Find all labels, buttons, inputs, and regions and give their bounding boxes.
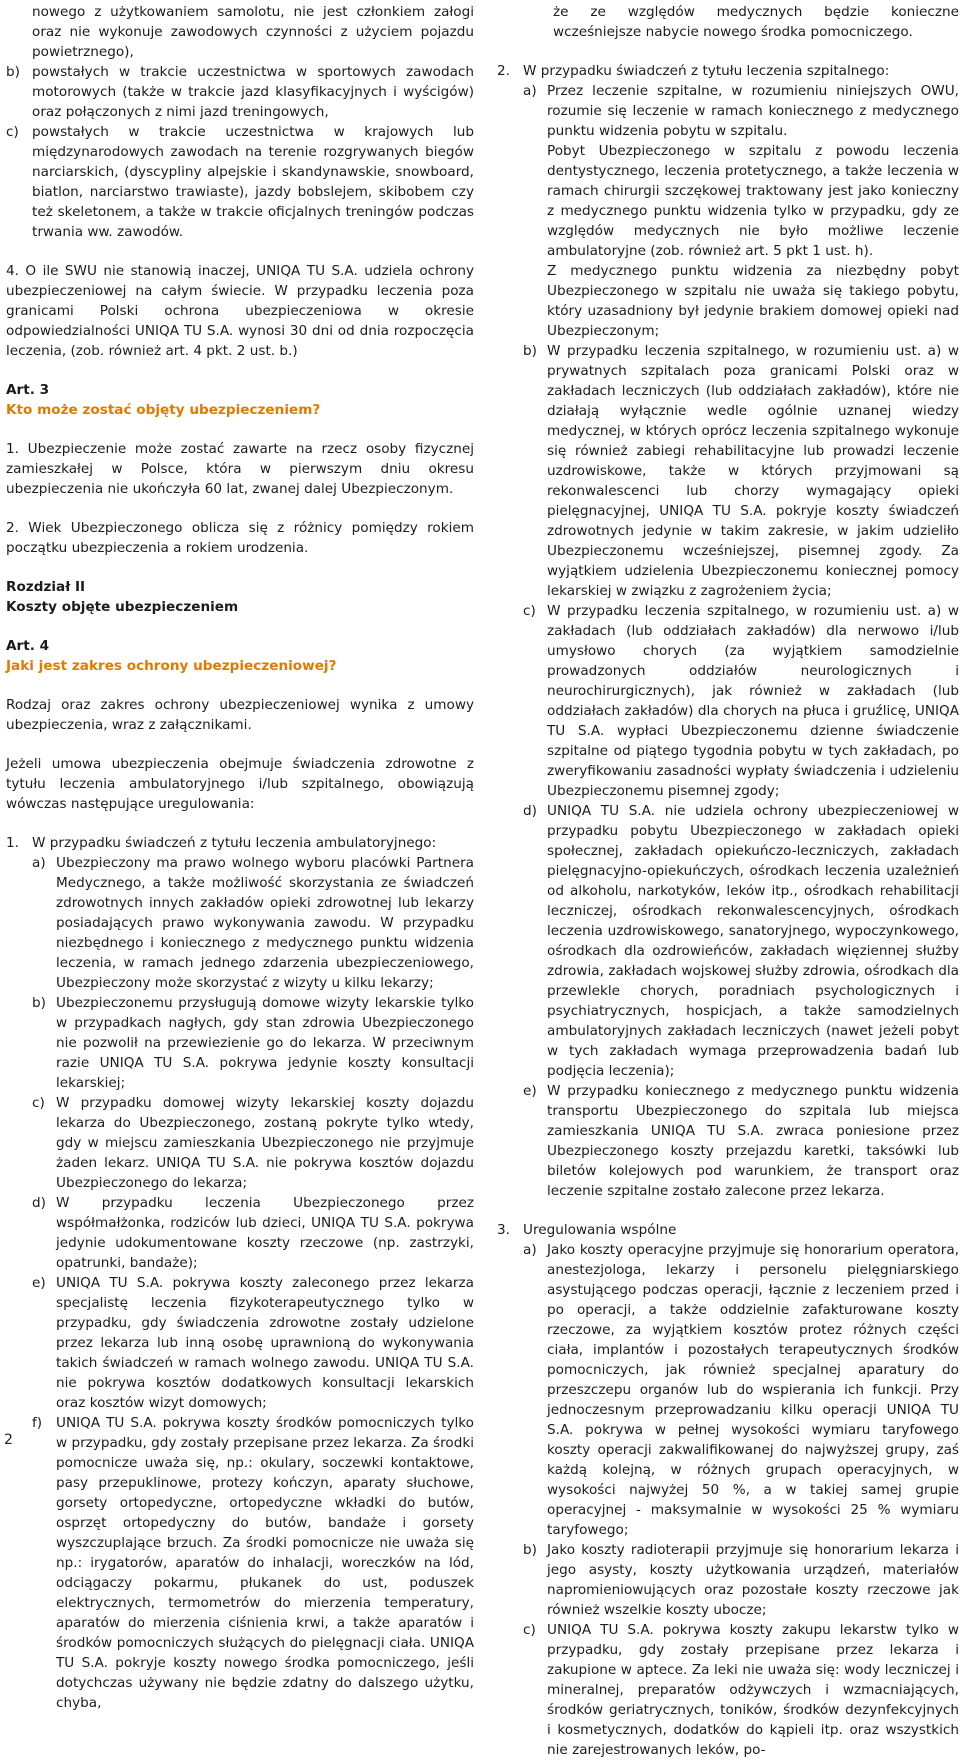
list-item <box>32 1413 474 1713</box>
art3-title: Kto może zostać objęty ubezpieczeniem? <box>6 402 321 418</box>
list-item-c <box>6 122 474 242</box>
section-1-list <box>6 853 474 1713</box>
list-item <box>523 601 959 801</box>
item-text: W przypadku leczenia szpitalnego, w rozumieniu ust. a) w prywatnych szpitalach poza granicami Polski oraz w zakładach leczniczych (lub oddziałach zakładów), które nie działają wyłącznie wedle ogólnie uznanej wiedzy medycznej, w których oprócz leczenia szpitalnego wykonuje się również zabiegi rehabilitacyjne lub prowadzi leczenie uzdrowiskowe, także w których przyjmowani są rekonwalescenci lub chorzy wymagający opieki pielęgnacyjnej, UNIQA TU S.A. pokryje koszty świadczeń zdrowotnych jedynie w takim zakresie, w jakim udzieliło Ubezpieczonemu wcześniejszej, pisemnej zgody. Za wyjątkiem udzielenia Ubezpieczonemu koniecznej pomocy lekarskiej w związku z zagrożeniem życia; <box>547 343 959 599</box>
item-label: f) <box>32 1415 43 1431</box>
continuation-text: że ze względów medycznych będzie konieczne wcześniejsze nabycie nowego środka pomocniczego. <box>553 4 959 40</box>
point-4: 4. O ile SWU nie stanowią inaczej, UNIQA TU S.A. udziela ochrony ubezpieczeniowej na całym świecie. W przypadku leczenia poza granicami Polski ochrona ubezpieczeniowa w okresie odpowiedzialności UNIQA TU S.A. wynosi 30 dni od dnia rozpoczęcia leczenia, (zob. również art. 4 pkt. 2 ust. b.) <box>6 263 474 359</box>
item-text: UNIQA TU S.A. pokrywa koszty środków pomocniczych tylko w przypadku, gdy zostały przepisane przez lekarza. Za środki pomocnicze uważa się, np.: okulary, soczewki kontaktowe, pasy przepuklinowe, protezy kończyn, aparaty słuchowe, gorsety ortopedyczne, ortopedyczne wkładki do butów, osprzęt ortopedyczny do butów, bandaże i gorsety wyszczuplające brzuch. Za środki pomocnicze nie uważa się np.: irygatorów, aparatów do inhalacji, woreczków na lód, odciągaczy pokarmu, płukanek do ust, poduszek elektrycznych, termometrów do mierzenia temperatury, aparatów do mierzenia ciśnienia krwi, a także aparatów i środków pomocniczych służących do pielęgnacji ciała. UNIQA TU S.A. pokryje koszty nowego środka pomocniczego, jeśli dotychczas używany nie będzie zdatny do dalszego użytku, chyba, <box>56 1415 474 1711</box>
item-label: b) <box>32 995 46 1011</box>
section-1-heading <box>6 833 474 853</box>
item-text: W przypadku domowej wizyty lekarskiej koszty dojazdu lekarza do Ubezpieczonego, zostaną pokryte tylko wtedy, gdy w miejscu zamieszkania Ubezpieczonego nie przyjmuje żaden lekarz. UNIQA TU S.A. nie pokrywa kosztów dojazdu Ubezpieczonego do lekarza; <box>56 1095 474 1191</box>
left-column <box>6 2 474 1713</box>
section-title: Uregulowania wspólne <box>523 1222 677 1238</box>
section-title: W przypadku świadczeń z tytułu leczenia ambulatoryjnego: <box>32 835 437 851</box>
list-item <box>523 81 959 141</box>
item-label: a) <box>523 1242 537 1258</box>
item-text: W przypadku leczenia Ubezpieczonego przez współmałżonka, rodziców lub dzieci, UNIQA TU S.A. pokrywa jedynie udokumentowane koszty rzeczowe (np. zastrzyki, opatrunki, bandaże); <box>56 1195 474 1271</box>
item-label: e) <box>523 1083 537 1099</box>
section-2-list <box>497 81 959 1201</box>
item-text: powstałych w trakcie uczestnictwa w sportowych zawodach motorowych (także w trakcie jazd klasyfikacyjnych i wyścigów) oraz połączonych z nimi jazd treningowych, <box>32 64 474 120</box>
art3-paragraph-2: 2. Wiek Ubezpieczonego oblicza się z różnicy pomiędzy rokiem początku ubezpieczenia a rokiem urodzenia. <box>6 520 474 556</box>
list-item-b <box>6 62 474 122</box>
art4-paragraph-2: Jeżeli umowa ubezpieczenia obejmuje świadczenia zdrowotne z tytułu leczenia ambulatoryjnego i/lub szpitalnego, obowiązują wówczas następujące uregulowania: <box>6 756 474 812</box>
item-text: powstałych w trakcie uczestnictwa w krajowych lub międzynarodowych zawodach na terenie rozgrywanych biegów narciarskich, (dyscypliny alpejskie i skandynawskie, snowboard, biatlon, narciarstwo trawiaste), jazdy bobslejem, skibobem czy też skeletonem, a także w trakcie oficjalnych treningów podczas trwania ww. zawodów. <box>32 124 474 240</box>
item-text: UNIQA TU S.A. pokrywa koszty zaleconego przez lekarza specjalistę leczenia fizykoterapeutycznego tylko w przypadku, gdy świadczenia zdrowotne zostały udzielone przez lekarza lub inną osobę uprawnioną do wykonywania takich świadczeń w ramach wolnego zawodu. UNIQA TU S.A. nie pokrywa kosztów dodatkowych konsultacji lekarskich oraz kosztów wizyt domowych; <box>56 1275 474 1411</box>
list-item <box>32 1093 474 1193</box>
intro-continuation: nowego z użytkowaniem samolotu, nie jest członkiem załogi oraz nie wykonuje zawodowych czynności z użyciem pojazdu powietrznego), <box>32 4 474 60</box>
item-label: b) <box>523 343 537 359</box>
list-item <box>32 1273 474 1413</box>
list-item <box>32 993 474 1093</box>
section-number: 1. <box>6 835 19 851</box>
list-item <box>523 801 959 1081</box>
item-text: Jako koszty radioterapii przyjmuje się honorarium lekarza i jego asysty, koszty użytkowania urządzeń, materiałów napromieniowujących oraz pozostałe koszty rzeczowe jak również wszelkie koszty ubocze; <box>547 1542 959 1618</box>
art4-title: Jaki jest zakres ochrony ubezpieczeniowej? <box>6 658 337 674</box>
list-item <box>523 1240 959 1540</box>
item-text: Ubezpieczony ma prawo wolnego wyboru placówki Partnera Medycznego, a także możliwość skorzystania ze świadczeń zdrowotnych innych zakładów opieki zdrowotnej lub lekarzy posiadających prawo wykonywania zawodu. W przypadku niezbędnego i koniecznego z medycznego punktu widzenia leczenia, w ramach jednego zdarzenia ubezpieczeniowego, Ubezpieczony może skorzystać z wizyty u kilku lekarzy; <box>56 855 474 991</box>
list-item <box>32 1193 474 1273</box>
item-text: W przypadku koniecznego z medycznego punktu widzenia transportu Ubezpieczonego do szpitala lub miejsca zamieszkania UNIQA TU S.A. zwraca poniesione przez Ubezpieczonego koszty przejazdu karetki, taksówki lub biletów kolejowych pod warunkiem, że transport oraz leczenie szpitalne zostało zalecone przez lekarza. <box>547 1083 959 1199</box>
item-label: e) <box>32 1275 46 1291</box>
chapter-label: Rozdział II <box>6 579 86 595</box>
page-number: 2 <box>4 1432 13 1448</box>
item-label: c) <box>523 603 536 619</box>
item-label: b) <box>6 64 20 80</box>
section-number: 2. <box>497 63 510 79</box>
right-column <box>497 2 959 1760</box>
item-text: UNIQA TU S.A. nie udziela ochrony ubezpieczeniowej w przypadku pobytu Ubezpieczonego w zakładach opieki społecznej, zakładach opiekuńczo-leczniczych, zakładach pielęgnacyjno-opiekuńczych, ośrodkach leczenia uzależnień od alkoholu, narkotyków, leków itp., ośrodkach rehabilitacji leczniczej, ośrodkach rekonwalescencyjnych, ośrodkach leczenia uzdrowiskowego, sanatoryjnego, wypoczynkowego, ośrodkach dla ozdrowieńców, zakładach więziennej służby zdrowia, zakładach wojskowej służby zdrowia, ośrodkach dla przewlekle chorych, poradniach psychologicznych i psychiatrycznych, hospicjach, a także samodzielnych ambulatoryjnych zakładach leczniczych (nawet jeżeli pobyt w tych zakładach wymaga przeprowadzenia badań lub podjęcia leczenia); <box>547 803 959 1079</box>
section-number: 3. <box>497 1222 510 1238</box>
list-item <box>523 1081 959 1201</box>
chapter-title: Koszty objęte ubezpieczeniem <box>6 599 239 615</box>
section-title: W przypadku świadczeń z tytułu leczenia szpitalnego: <box>523 63 890 79</box>
item-a-paragraph-2: Pobyt Ubezpieczonego w szpitalu z powodu leczenia dentystycznego, leczenia protetycznego, a także leczenia w ramach chirurgii szczękowej traktowany jest jako konieczny z medycznego punktu widzenia tylko w przypadku, gdy ze względów medycznych nie było możliwe leczenie ambulatoryjne (zob. również art. 5 pkt 1 ust. h). <box>547 143 959 259</box>
item-text: W przypadku leczenia szpitalnego, w rozumieniu ust. a) w zakładach (lub oddziałach zakładów) dla nerwowo i/lub umysłowo chorych (za wyjątkiem samodzielnie prowadzonych oddziałów neurologicznych i neurochirurgicznych), jak również w zakładach (lub oddziałach zakładów) dla chorych na płuca i gruźlicę, UNIQA TU S.A. wypłaci Ubezpieczonemu dzienne świadczenie szpitalne od piątego tygodnia pobytu w tych zakładach, po zweryfikowaniu zasadności wypłaty świadczenia i udzieleniu Ubezpieczonemu pisemnej zgody; <box>547 603 959 799</box>
item-label: a) <box>523 83 537 99</box>
item-label: c) <box>523 1622 536 1638</box>
item-label: d) <box>523 803 537 819</box>
list-item <box>32 853 474 993</box>
item-label: b) <box>523 1542 537 1558</box>
art4-label: Art. 4 <box>6 638 50 654</box>
item-label: c) <box>32 1095 45 1111</box>
section-3-heading <box>497 1220 959 1240</box>
item-a-paragraph-3: Z medycznego punktu widzenia za niezbędny pobyt Ubezpieczonego w szpitalu nie uważa się takiego pobytu, który uzasadniony był jedynie brakiem domowej opieki nad Ubezpieczonym; <box>547 263 959 339</box>
item-text: Ubezpieczonemu przysługują domowe wizyty lekarskie tylko w przypadkach nagłych, gdy stan zdrowia Ubezpieczonego nie pozwolił na przewiezienie go do lekarza. W przeciwnym razie UNIQA TU S.A. pokrywa jedynie koszty konsultacji lekarskiej; <box>56 995 474 1091</box>
item-label: d) <box>32 1195 46 1211</box>
item-text: Przez leczenie szpitalne, w rozumieniu niniejszych OWU, rozumie się leczenie w ramach koniecznego z medycznego punktu widzenia pobytu w szpitalu. <box>547 83 959 139</box>
list-item <box>523 1620 959 1760</box>
list-item <box>523 341 959 601</box>
item-label: a) <box>32 855 46 871</box>
item-text: UNIQA TU S.A. pokrywa koszty zakupu lekarstw tylko w przypadku, gdy zostały przepisane przez lekarza i zakupione w aptece. Za leki nie uważa się: wody leczniczej i mineralnej, preparatów odżywczych i wzmacniających, środków geriatrycznych, toników, środków dezynfekcyjnych i kosmetycznych, dodatków do kąpieli itp. oraz wszystkich nie zarejestrowanych leków, po- <box>547 1622 959 1758</box>
item-label: c) <box>6 124 19 140</box>
item-text: Jako koszty operacyjne przyjmuje się honorarium operatora, anestezjologa, lekarzy i personelu pielęgniarskiego asystującego podczas operacji, łącznie z leczeniem przed i po operacji, a także oddzielnie zafakturowane koszty rzeczowe, za wyjątkiem kosztów protez różnych części ciała, implantów i pozostałych terapeutycznych środków pomocniczych, jak również specjalnej aparatury do przeszczepu organów lub do wspierania ich funkcji. Przy jednoczesnym przeprowadzaniu kilku operacji UNIQA TU S.A. pokrywa w pełnej wysokości wymiaru taryfowego koszty operacji zakwalifikowanej do najwyższej grupy, zaś każdą kolejną, w różnych grupach operacyjnych, w wysokości najwyżej 50 %, a w takiej samej grupie operacyjnej - maksymalnie w wysokości 25 % wymiaru taryfowego; <box>547 1242 959 1538</box>
art3-label: Art. 3 <box>6 382 50 398</box>
list-item <box>523 1540 959 1620</box>
section-2-heading <box>497 61 959 81</box>
art3-paragraph-1: 1. Ubezpieczenie może zostać zawarte na rzecz osoby fizycznej zamieszkałej w Polsce, która w pierwszym dniu okresu ubezpieczenia nie ukończyła 60 lat, zwanej dalej Ubezpieczonym. <box>6 441 474 497</box>
section-3-list <box>497 1240 959 1760</box>
art4-paragraph-1: Rodzaj oraz zakres ochrony ubezpieczeniowej wynika z umowy ubezpieczenia, wraz z załącznikami. <box>6 697 474 733</box>
